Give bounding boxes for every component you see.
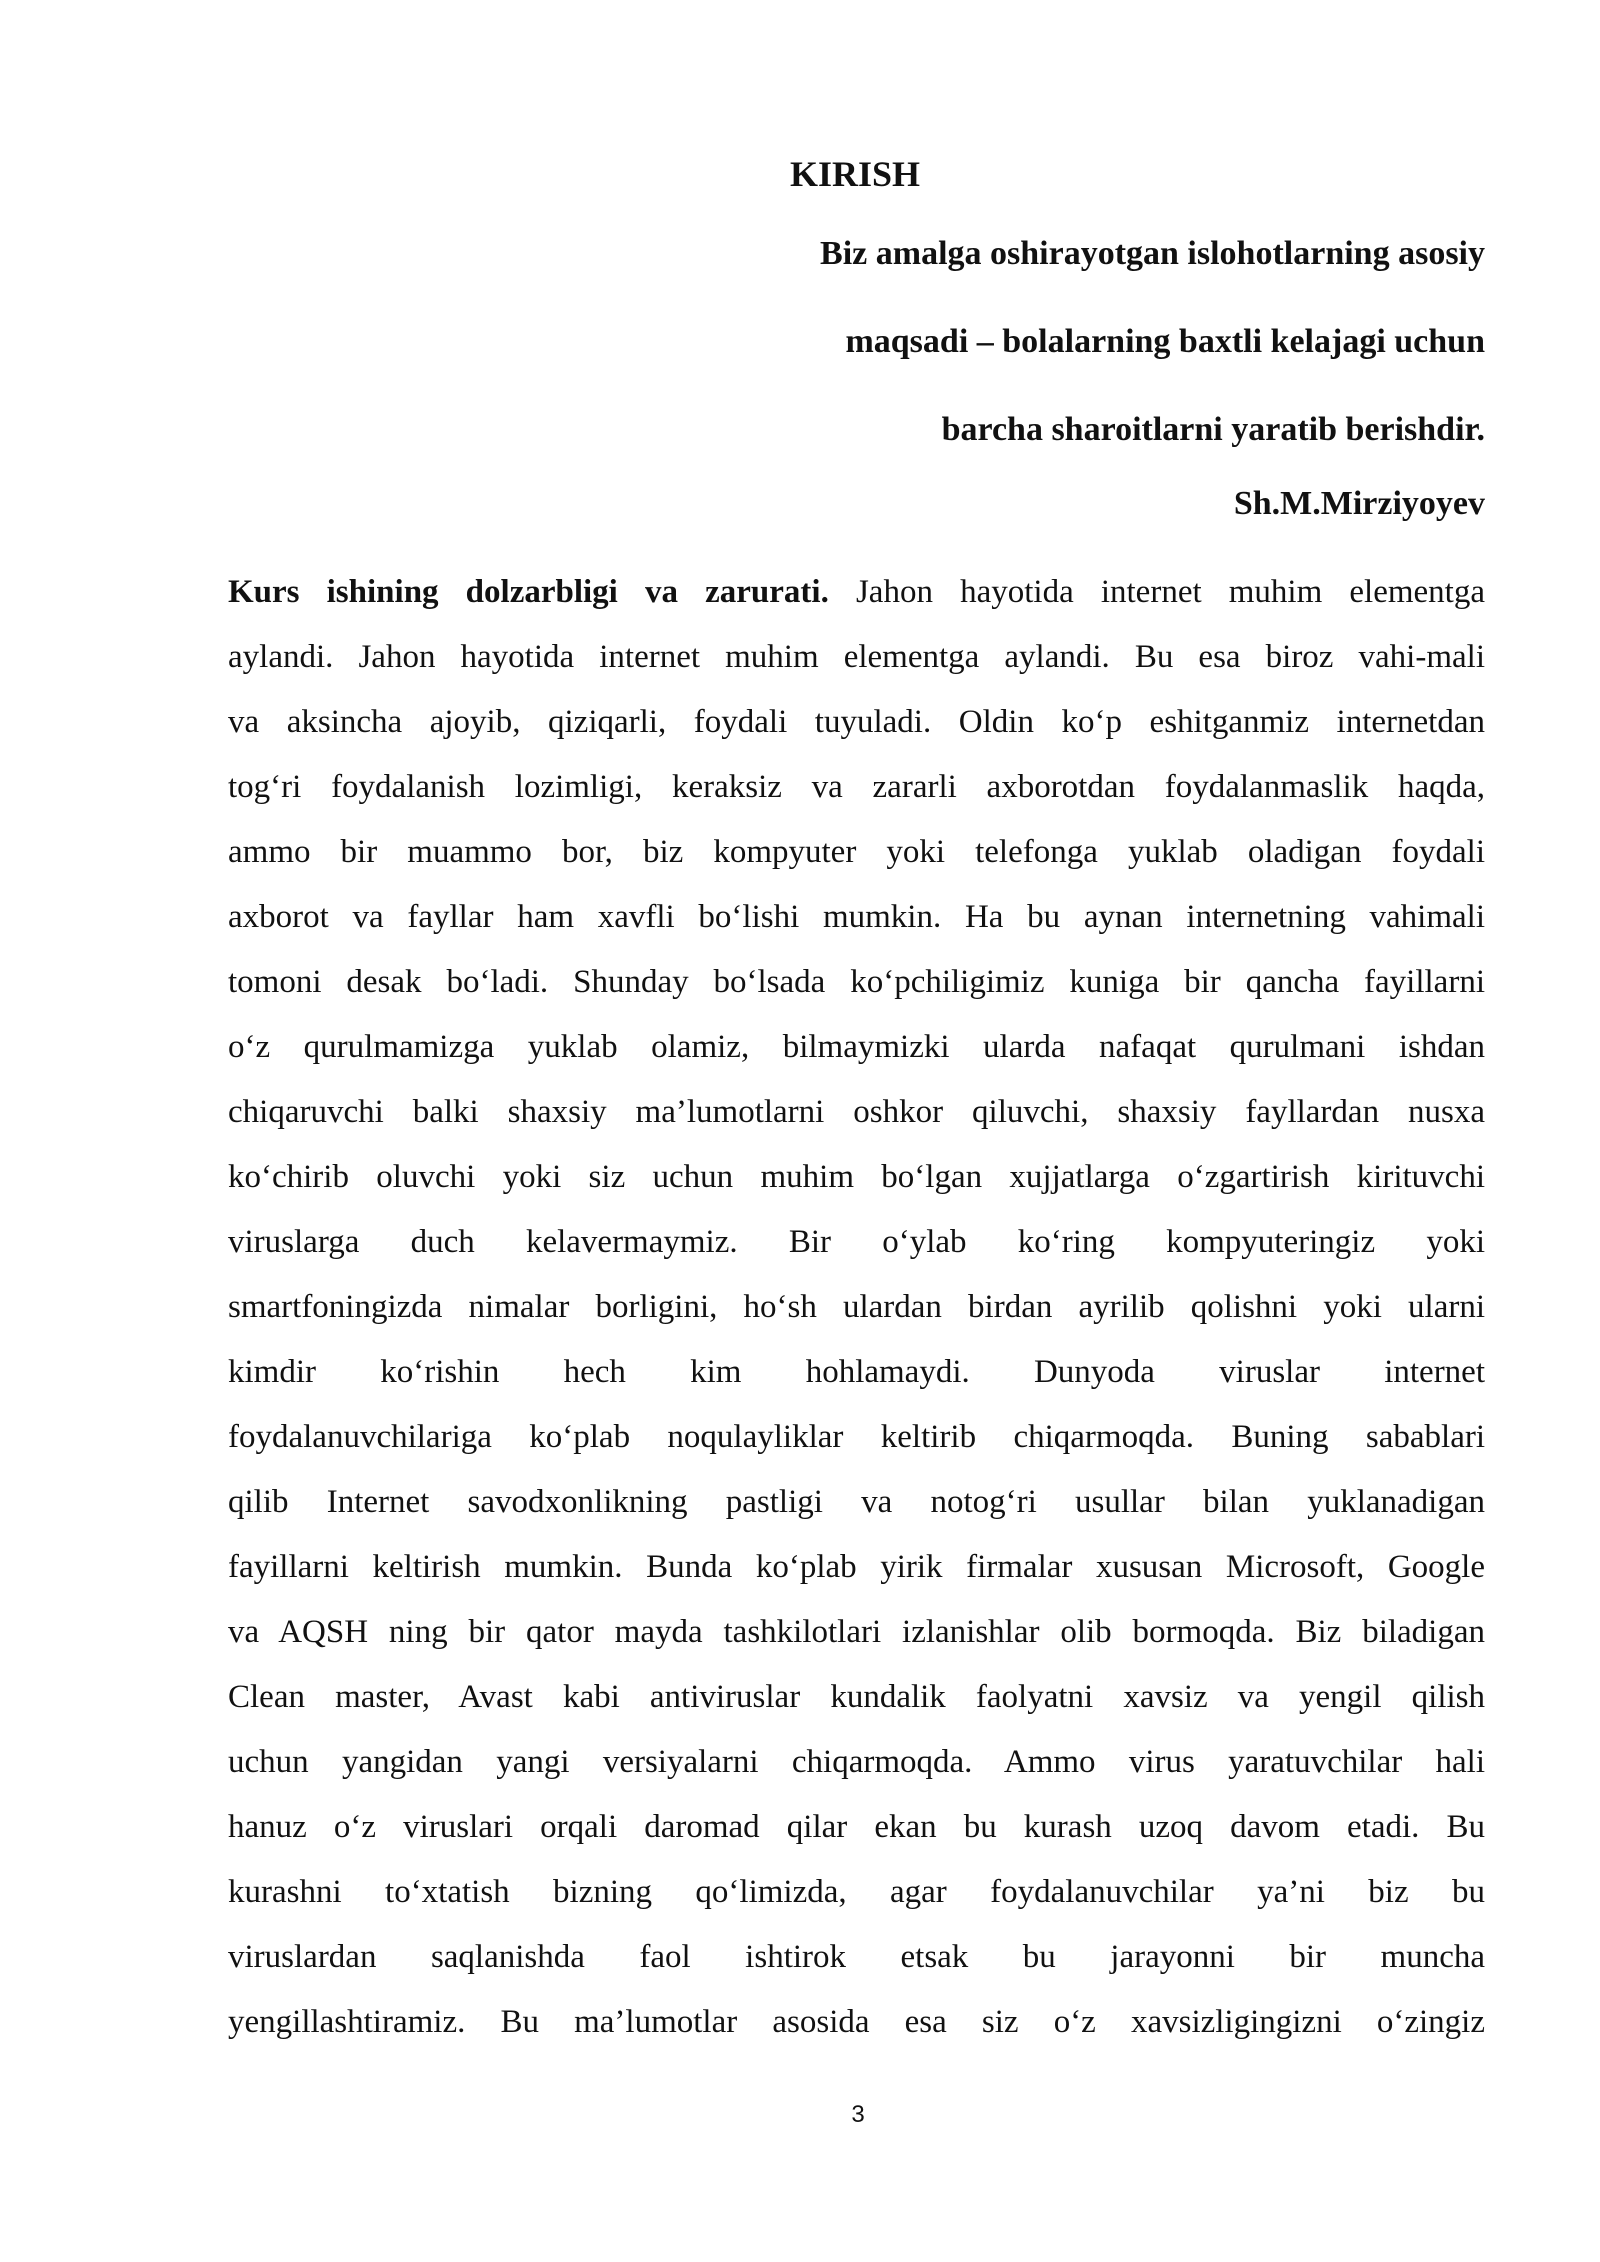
paragraph-line: yengillashtiramiz. Bu ma’lumotlar asosida esa siz o‘z xavsizligingizni o‘zingiz	[228, 2004, 1485, 2040]
paragraph-line: tog‘ri foydalanish lozimligi, keraksiz va zararli axborotdan foydalanmaslik haqda,	[228, 769, 1485, 805]
paragraph-line: va aksincha ajoyib, qiziqarli, foydali tuyuladi. Oldin ko‘p eshitganmiz internetdan	[228, 704, 1485, 740]
paragraph-line: kimdir ko‘rishin hech kim hohlamaydi. Dunyoda viruslar internet	[228, 1354, 1485, 1390]
paragraph-line: fayillarni keltirish mumkin. Bunda ko‘plab yirik firmalar xususan Microsoft, Google	[228, 1549, 1485, 1585]
paragraph-line: va AQSH ning bir qator mayda tashkilotlari izlanishlar olib bormoqda. Biz biladigan	[228, 1614, 1485, 1650]
paragraph-line: viruslardan saqlanishda faol ishtirok etsak bu jarayonni bir muncha	[228, 1939, 1485, 1975]
paragraph-line: smartfoningizda nimalar borligini, ho‘sh ulardan birdan ayrilib qolishni yoki ularni	[228, 1289, 1485, 1325]
section-title: KIRISH	[790, 154, 921, 194]
paragraph-line: viruslarga duch kelavermaymiz. Bir o‘ylab ko‘ring kompyuteringiz yoki	[228, 1224, 1485, 1260]
paragraph-line: axborot va fayllar ham xavfli bo‘lishi mumkin. Ha bu aynan internetning vahimali	[228, 899, 1485, 935]
paragraph-line: foydalanuvchilariga ko‘plab noqulayliklar keltirib chiqarmoqda. Buning sabablari	[228, 1419, 1485, 1455]
epigraph	[585, 210, 1485, 474]
paragraph-line: kurashni to‘xtatish bizning qo‘limizda, agar foydalanuvchilar ya’ni biz bu	[228, 1874, 1485, 1910]
paragraph-line: ko‘chirib oluvchi yoki siz uchun muhim bo‘lgan xujjatlarga o‘zgartirish kirituvchi	[228, 1159, 1485, 1195]
paragraph-line: Clean master, Avast kabi antiviruslar kundalik faolyatni xavsiz va yengil qilish	[228, 1679, 1485, 1715]
paragraph-line: aylandi. Jahon hayotida internet muhim elementga aylandi. Bu esa biroz vahi-mali	[228, 639, 1485, 675]
paragraph-line	[228, 560, 1485, 625]
paragraph-line-text: Jahon hayotida internet muhim elementga	[828, 574, 1485, 610]
body-paragraph	[228, 560, 1485, 2055]
paragraph-line: ammo bir muammo bor, biz kompyuter yoki telefonga yuklab oladigan foydali	[228, 834, 1485, 870]
paragraph-line: o‘z qurulmamizga yuklab olamiz, bilmaymizki ularda nafaqat qurulmani ishdan	[228, 1029, 1485, 1065]
epigraph-line: barcha sharoitlarni yaratib berishdir.	[941, 411, 1485, 448]
page-number: 3	[851, 2101, 865, 2128]
paragraph-lead: Kurs ishining dolzarbligi va zarurati.	[228, 574, 829, 610]
paragraph-line: qilib Internet savodxonlikning pastligi va notog‘ri usullar bilan yuklanadigan	[228, 1484, 1485, 1520]
epigraph-line: Biz amalga oshirayotgan islohotlarning asosiy	[820, 235, 1485, 272]
epigraph-line: maqsadi – bolalarning baxtli kelajagi uchun	[845, 323, 1485, 360]
paragraph-line: uchun yangidan yangi versiyalarni chiqarmoqda. Ammo virus yaratuvchilar hali	[228, 1744, 1485, 1780]
epigraph-author: Sh.M.Mirziyoyev	[1233, 485, 1485, 522]
paragraph-line: hanuz o‘z viruslari orqali daromad qilar ekan bu kurash uzoq davom etadi. Bu	[228, 1809, 1485, 1845]
paragraph-line: chiqaruvchi balki shaxsiy ma’lumotlarni oshkor qiluvchi, shaxsiy fayllardan nusxa	[228, 1094, 1485, 1130]
paragraph-line: tomoni desak bo‘ladi. Shunday bo‘lsada ko‘pchiligimiz kuniga bir qancha fayillarni	[228, 964, 1485, 1000]
